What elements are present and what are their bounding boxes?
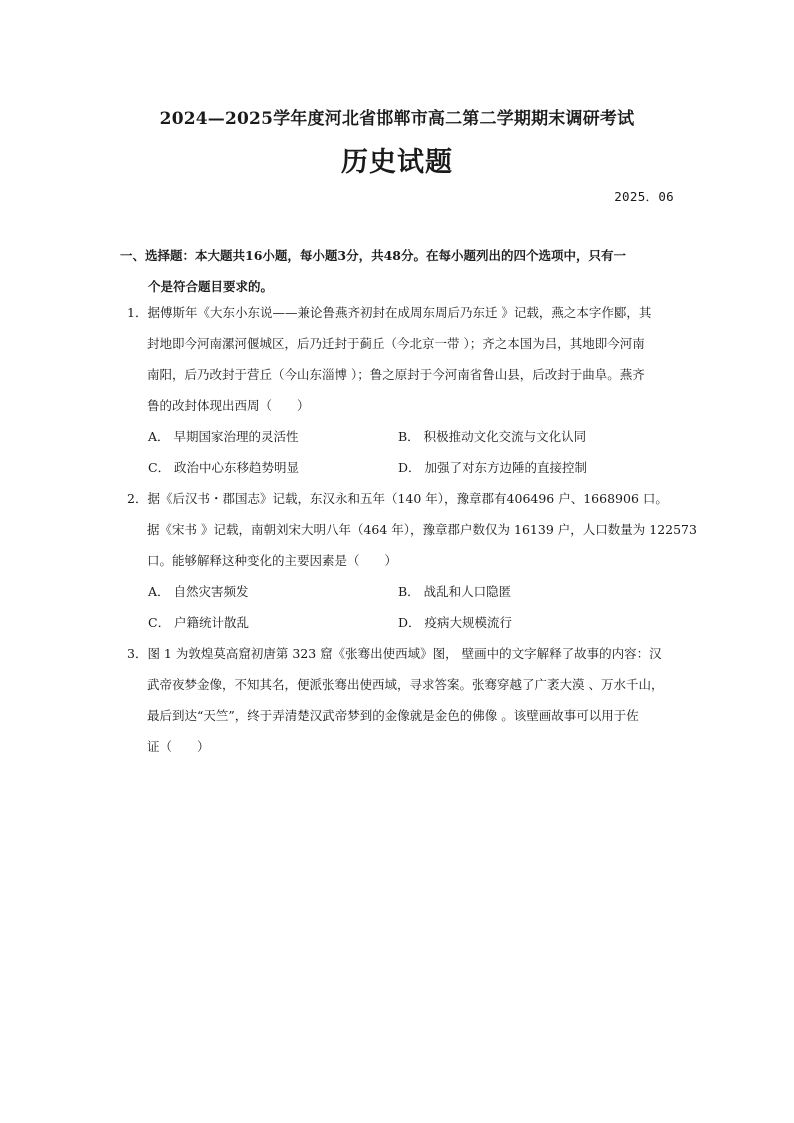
- option-b: B． 战乱和人口隐匿: [398, 584, 512, 599]
- question-1: [127, 297, 687, 421]
- question-3-line-2: 武帝夜梦金像，不知其名，便派张骞出使西域，寻求答案。张骞穿越了广袤大漠 、万水千山，: [147, 677, 664, 692]
- section-heading: [120, 240, 680, 302]
- exam-title: 2024—2025学年度河北省邯郸市高二第二学期期末调研考试: [159, 109, 635, 129]
- question-1-line-4: 鲁的改封体现出西周（ ）: [147, 398, 310, 413]
- option-a: A． 早期国家治理的灵活性: [148, 429, 299, 444]
- question-1-line-3: 南阳，后乃改封于营丘（今山东淄博 ）；鲁之原封于今河南省鲁山县，后改封于曲阜。燕齐: [147, 367, 645, 382]
- question-2: [127, 483, 697, 576]
- question-2-line-1: 2．据《后汉书・郡国志》记载，东汉永和五年（140 年），豫章郡有406496 户、1668906 口。: [127, 491, 668, 506]
- options-row: [148, 452, 648, 483]
- question-2-line-3: 口。能够解释这种变化的主要因素是（ ）: [147, 553, 398, 568]
- options-row: [148, 607, 648, 638]
- options-row: [148, 576, 648, 607]
- question-3-line-1: 3．图 1 为敦煌莫高窟初唐第 323 窟《张骞出使西域》图， 壁画中的文字解释了故事的内容：汉: [127, 646, 662, 661]
- option-a: A． 自然灾害频发: [148, 584, 249, 599]
- options-row: [148, 421, 648, 452]
- option-c: C． 户籍统计散乱: [148, 615, 250, 630]
- exam-date: 2025．06: [614, 189, 674, 204]
- question-1-line-2: 封地即今河南漯河偃城区，后乃迁封于蓟丘（今北京一带 ）；齐之本国为吕，其地即今河南: [147, 336, 645, 351]
- option-d: D． 加强了对东方边陲的直接控制: [398, 460, 587, 475]
- option-d: D． 疫病大规模流行: [398, 615, 512, 630]
- question-2-line-2: 据《宋书 》记载，南朝刘宋大明八年（464 年），豫章郡户数仅为 16139 户，人口数量为 122573: [147, 522, 697, 537]
- option-b: B． 积极推动文化交流与文化认同: [398, 429, 587, 444]
- question-1-options: [148, 421, 648, 483]
- section-heading-line-1: 一、选择题：本大题共16小题，每小题3分，共48分。在每小题列出的四个选项中，只有一: [120, 248, 626, 263]
- question-3: [127, 638, 687, 762]
- question-3-line-4: 证（ ）: [147, 739, 210, 754]
- section-heading-line-2: 个是符合题目要求的。: [148, 279, 274, 294]
- question-3-line-3: 最后到达“天竺”，终于弄清楚汉武帝梦到的金像就是金色的佛像 。该壁画故事可以用于佐: [147, 708, 639, 723]
- subject-title: 历史试题: [341, 147, 453, 178]
- option-c: C． 政治中心东移趋势明显: [148, 460, 300, 475]
- question-1-line-1: 1．据傅斯年《大东小东说——兼论鲁燕齐初封在成周东周后乃东迁 》记载，燕之本字作郾，其: [127, 305, 652, 320]
- question-2-options: [148, 576, 648, 638]
